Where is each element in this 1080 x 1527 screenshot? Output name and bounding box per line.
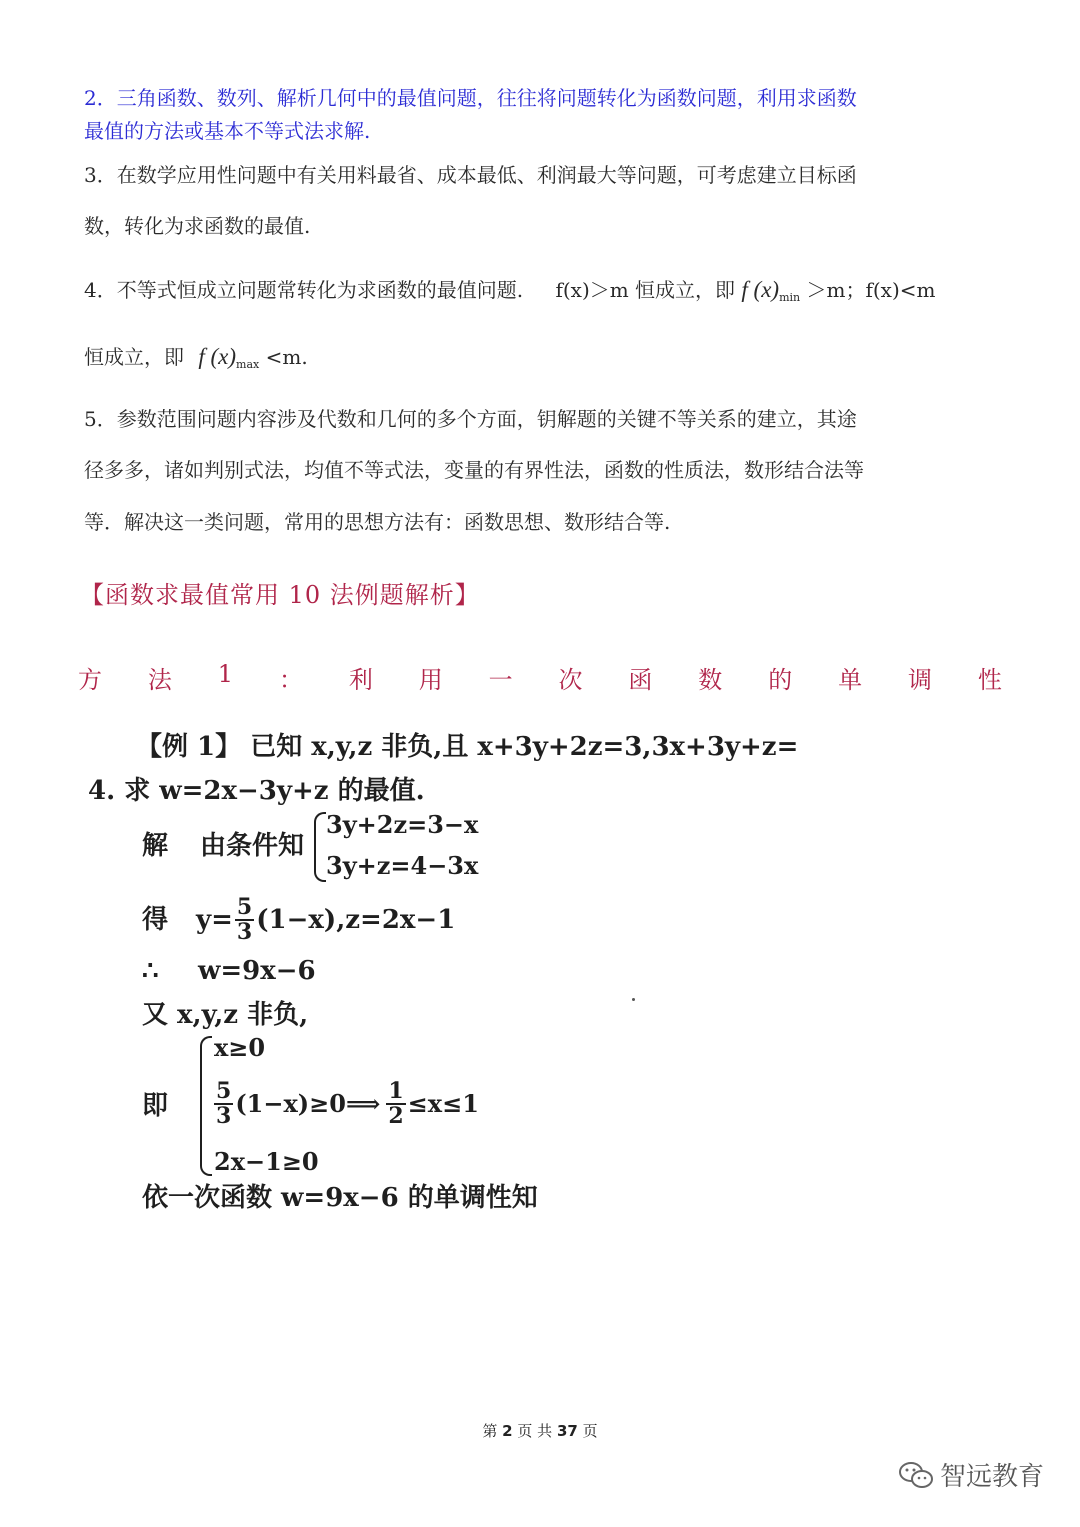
w-equation: w=9x−6 [198, 956, 316, 986]
paragraph-4-tail: ＞m；f(x)<m [806, 278, 936, 302]
method-char: 法 [147, 666, 172, 694]
watermark-text: 智远教育 [940, 1462, 1045, 1492]
method-char: 的 [768, 666, 793, 694]
fraction-five-thirds [235, 896, 254, 944]
system-equation-2: 3y+z=4−3x [326, 851, 479, 880]
system-equation-1: 3y+2z=3−x [326, 810, 479, 839]
method-char: 用 [418, 666, 443, 694]
fraction-five-thirds-2 [214, 1080, 233, 1128]
y-equals: y= [196, 905, 233, 936]
condition-label: 由条件知 [200, 831, 305, 861]
constraint-2-tail: ≤x≤1 [407, 1089, 479, 1119]
fx-max-expression: f (x) [198, 344, 237, 369]
method-char: 一 [488, 666, 513, 694]
fraction-numerator: 5 [216, 1078, 232, 1104]
paragraph-4-condition: f(x)＞m 恒成立，即 [555, 278, 736, 302]
watermark [898, 1456, 1044, 1493]
system-brace [314, 812, 326, 882]
paragraph-2-line-1: 2．三角函数、数列、解析几何中的最值问题，往往将问题转化为函数问题，利用求函数 [84, 86, 857, 110]
paragraph-4-line-2 [84, 345, 308, 370]
constraint-2-body: (1−x)≥0⟹ [235, 1089, 381, 1119]
method-char: 单 [838, 666, 863, 694]
paragraph-5-line-3: 等．解决这一类问题，常用的思想方法有：函数思想、数形结合等. [84, 510, 671, 534]
method-char: ： [278, 666, 303, 694]
therefore-symbol: ∴ [142, 956, 159, 986]
fraction-denominator: 3 [236, 919, 253, 946]
footer-prefix: 第 [482, 1422, 498, 1440]
paragraph-5-line-2: 径多多，诸如判别式法，均值不等式法，变量的有界性法，函数的性质法，数形结合法等 [84, 458, 864, 482]
constraints-brace [200, 1036, 212, 1176]
method-char: 方 [78, 666, 102, 694]
paragraph-3-line-2: 数，转化为求函数的最值. [84, 214, 311, 238]
get-label: 得 [142, 905, 169, 936]
fraction-numerator: 5 [236, 894, 253, 920]
monotonic-conclusion: 依一次函数 w=9x−6 的单调性知 [142, 1183, 538, 1213]
section-heading: 【函数求最值常用 10 法例题解析】 [80, 581, 480, 609]
scan-speck [632, 998, 635, 1001]
ie-label: 即 [142, 1091, 169, 1121]
paragraph-4-line-2-text: 恒成立，即 [84, 345, 184, 369]
y-z-rest: (1−x),z=2x−1 [256, 905, 456, 936]
page-footer [0, 1420, 1080, 1441]
solution-label: 解 [142, 831, 169, 861]
method-1-title [78, 660, 1002, 695]
paragraph-5-line-1: 5．参数范围问题内容涉及代数和几何的多个方面，钥解题的关键不等关系的建立，其途 [84, 407, 857, 431]
footer-mid: 页 共 [517, 1422, 553, 1440]
fraction-numerator: 1 [388, 1078, 404, 1104]
method-char: 数 [698, 666, 723, 694]
wechat-icon [898, 1460, 934, 1490]
fraction-denominator: 3 [216, 1103, 232, 1130]
max-subscript: max [236, 358, 260, 371]
method-char: 性 [977, 666, 1002, 694]
solve-y-z-line [142, 896, 455, 944]
example-line-1: 【例 1】 已知 x,y,z 非负,且 x+3y+2z=3,3x+3y+z= [136, 732, 799, 762]
footer-suffix: 页 [582, 1422, 598, 1440]
fraction-denominator: 2 [388, 1103, 404, 1130]
fraction-one-half [386, 1080, 405, 1128]
constraint-1: x≥0 [214, 1033, 266, 1062]
nonnegative-line: 又 x,y,z 非负, [142, 1000, 309, 1030]
total-page-number: 37 [556, 1422, 578, 1440]
paragraph-3-line-1: 3．在数学应用性问题中有关用料最省、成本最低、利润最大等问题，可考虑建立目标函 [84, 163, 857, 187]
constraint-3: 2x−1≥0 [214, 1147, 319, 1176]
example-line-2: 4. 求 w=2x−3y+z 的最值. [88, 776, 425, 806]
method-char: 1 [217, 660, 234, 688]
paragraph-4-line-1 [84, 278, 935, 303]
method-char: 函 [628, 666, 653, 694]
method-char: 次 [558, 666, 583, 694]
paragraph-2-line-2: 最值的方法或基本不等式法求解. [84, 119, 371, 143]
constraint-2 [212, 1080, 479, 1128]
fx-min-expression: f (x) [741, 277, 780, 302]
min-subscript: min [779, 291, 801, 304]
paragraph-4-text: 4．不等式恒成立问题常转化为求函数的最值问题. [84, 278, 524, 302]
method-char: 利 [348, 666, 373, 694]
current-page-number: 2 [502, 1422, 513, 1440]
paragraph-4-line-2-tail: <m. [265, 345, 308, 369]
method-char: 调 [907, 666, 932, 694]
